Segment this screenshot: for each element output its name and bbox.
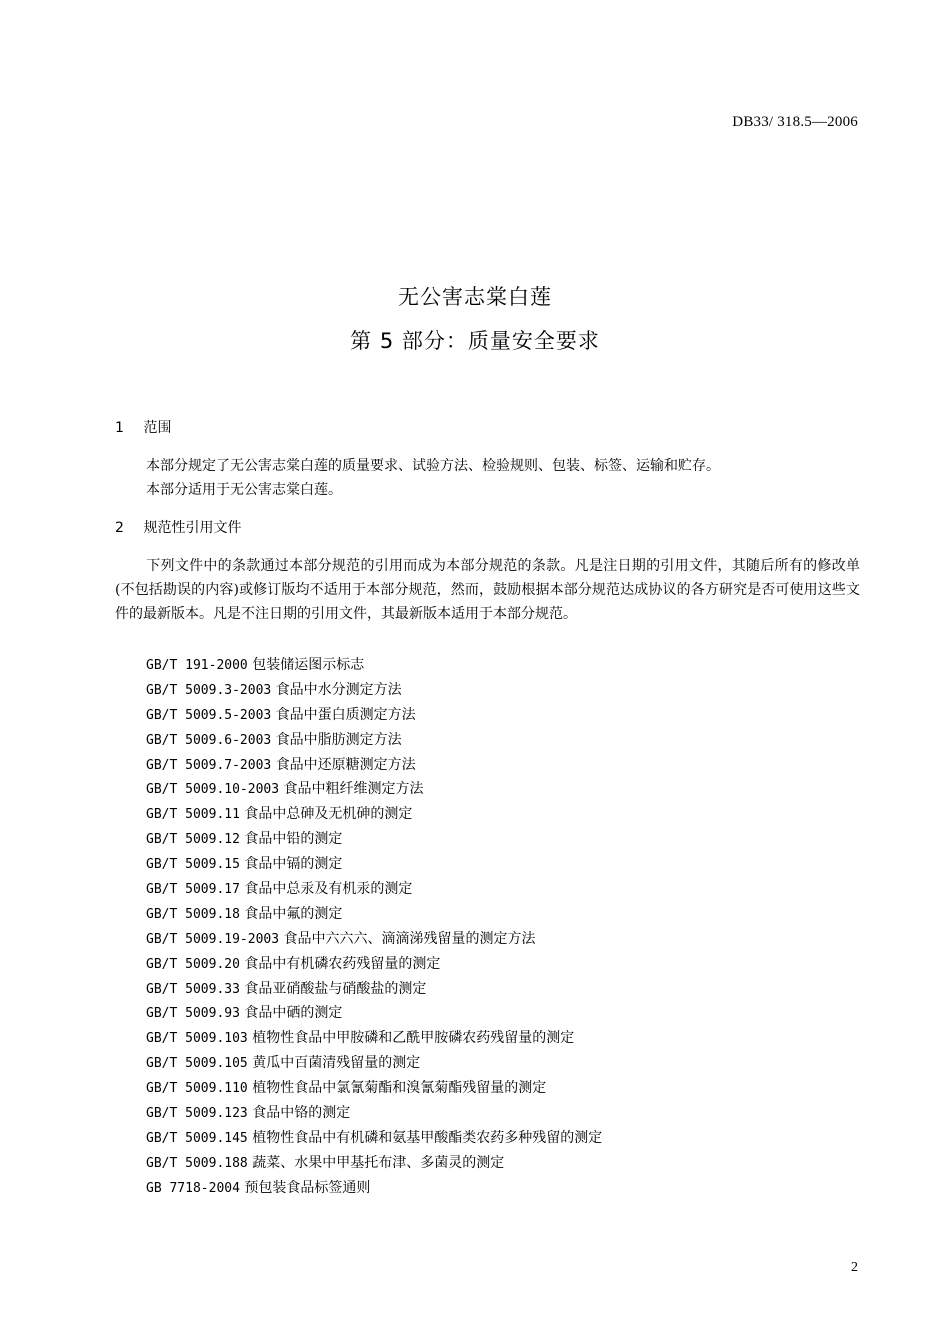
- list-item: [146, 1026, 602, 1051]
- reference-title: 植物性食品中氯氰菊酯和溴氰菊酯残留量的测定: [252, 1080, 547, 1097]
- list-item: [146, 678, 602, 703]
- reference-code: GB 7718-2004: [146, 1180, 240, 1196]
- list-item: [146, 728, 602, 753]
- scope-paragraph-2: [115, 478, 860, 502]
- section-heading-scope: [115, 418, 171, 438]
- list-item: [146, 653, 602, 678]
- list-item: [146, 777, 602, 802]
- list-item: [146, 1176, 602, 1201]
- reference-title: 食品中铅的测定: [244, 831, 343, 848]
- reference-code: GB/T 5009.11: [146, 807, 240, 823]
- section-title: 规范性引用文件: [143, 520, 242, 536]
- document-title: 无公害志棠白莲: [398, 285, 552, 309]
- reference-title: 食品中六六六、滴滴涕残留量的测定方法: [283, 930, 536, 947]
- list-item: [146, 952, 602, 977]
- list-item: [146, 852, 602, 877]
- reference-code: GB/T 5009.33: [146, 981, 240, 997]
- reference-title: 植物性食品中甲胺磷和乙酰甲胺磷农药残留量的测定: [252, 1030, 575, 1047]
- reference-title: 植物性食品中有机磷和氨基甲酸酯类农药多种残留的测定: [252, 1129, 603, 1146]
- reference-code: GB/T 5009.10-2003: [146, 782, 280, 798]
- reference-code: GB/T 5009.15: [146, 857, 240, 873]
- reference-code: GB/T 5009.6-2003: [146, 732, 272, 748]
- paragraph-text: 本部分规定了无公害志棠白莲的质量要求、试验方法、检验规则、包装、标签、运输和贮存。: [146, 458, 720, 474]
- list-item: [146, 753, 602, 778]
- list-item: [146, 977, 602, 1002]
- list-item: [146, 877, 602, 902]
- reference-title: 食品亚硝酸盐与硝酸盐的测定: [244, 980, 427, 997]
- reference-title: 食品中蛋白质测定方法: [275, 706, 416, 723]
- reference-title: 食品中粗纤维测定方法: [283, 781, 424, 798]
- title-block: [0, 282, 950, 356]
- list-item: [146, 1076, 602, 1101]
- reference-code: GB/T 5009.145: [146, 1130, 248, 1146]
- reference-code: GB/T 5009.188: [146, 1155, 248, 1171]
- reference-code: GB/T 5009.105: [146, 1056, 248, 1072]
- list-item: [146, 1151, 602, 1176]
- list-item: [146, 927, 602, 952]
- reference-code: GB/T 5009.103: [146, 1031, 248, 1047]
- document-code: DB33/ 318.5—2006: [732, 114, 858, 130]
- list-item: [146, 1001, 602, 1026]
- list-item: [146, 802, 602, 827]
- reference-title: 食品中铬的测定: [252, 1105, 351, 1122]
- reference-title: 食品中还原糖测定方法: [275, 756, 416, 773]
- section-number: 1: [115, 420, 124, 436]
- document-subtitle: 第 5 部分：质量安全要求: [350, 329, 600, 353]
- reference-title: 食品中氟的测定: [244, 905, 343, 922]
- scope-paragraph-1: [115, 454, 860, 478]
- reference-title: 食品中硒的测定: [244, 1005, 343, 1022]
- reference-code: GB/T 5009.93: [146, 1006, 240, 1022]
- list-item: [146, 902, 602, 927]
- reference-title: 包装储运图示标志: [252, 657, 365, 673]
- reference-code: GB/T 5009.12: [146, 832, 240, 848]
- reference-title: 黄瓜中百菌清残留量的测定: [252, 1055, 421, 1072]
- reference-code: GB/T 191-2000: [146, 658, 248, 673]
- reference-code: GB/T 5009.20: [146, 956, 240, 972]
- reference-title: 食品中水分测定方法: [275, 681, 402, 698]
- section-title: 范围: [143, 420, 172, 436]
- list-item: [146, 827, 602, 852]
- reference-title: 食品中有机磷农药残留量的测定: [244, 955, 441, 972]
- reference-list: [146, 653, 602, 1201]
- reference-code: GB/T 5009.3-2003: [146, 682, 272, 698]
- reference-title: 食品中脂肪测定方法: [275, 731, 402, 748]
- reference-code: GB/T 5009.5-2003: [146, 707, 272, 723]
- page-number: 2: [851, 1260, 858, 1275]
- reference-title: 蔬菜、水果中甲基托布津、多菌灵的测定: [252, 1154, 505, 1171]
- reference-code: GB/T 5009.7-2003: [146, 757, 272, 773]
- reference-code: GB/T 5009.19-2003: [146, 931, 280, 947]
- reference-code: GB/T 5009.17: [146, 882, 240, 898]
- section-number: 2: [115, 520, 124, 536]
- list-item: [146, 1126, 602, 1151]
- list-item: [146, 1051, 602, 1076]
- reference-title: 食品中总汞及有机汞的测定: [244, 881, 413, 898]
- section-heading-references: [115, 518, 241, 538]
- paragraph-text: 本部分适用于无公害志棠白莲。: [146, 482, 342, 498]
- list-item: [146, 703, 602, 728]
- reference-code: GB/T 5009.123: [146, 1106, 248, 1122]
- reference-title: 预包装食品标签通则: [244, 1179, 371, 1196]
- reference-code: GB/T 5009.110: [146, 1081, 248, 1097]
- references-intro: [115, 554, 860, 626]
- list-item: [146, 1101, 602, 1126]
- reference-title: 食品中总砷及无机砷的测定: [244, 806, 413, 823]
- reference-title: 食品中镉的测定: [244, 856, 343, 873]
- reference-code: GB/T 5009.18: [146, 906, 240, 922]
- paragraph-text: 下列文件中的条款通过本部分规范的引用而成为本部分规范的条款。凡是注日期的引用文件，其随后所有的修改单(不包括勘误的内容)或修订版均不适用于本部分规范，然而，鼓励根据本部分规范达成协议的各方研究是否可使用这些文件的最新版本。凡是不注日期的引用文件，其最新版本适用于本部分规范。: [115, 558, 860, 622]
